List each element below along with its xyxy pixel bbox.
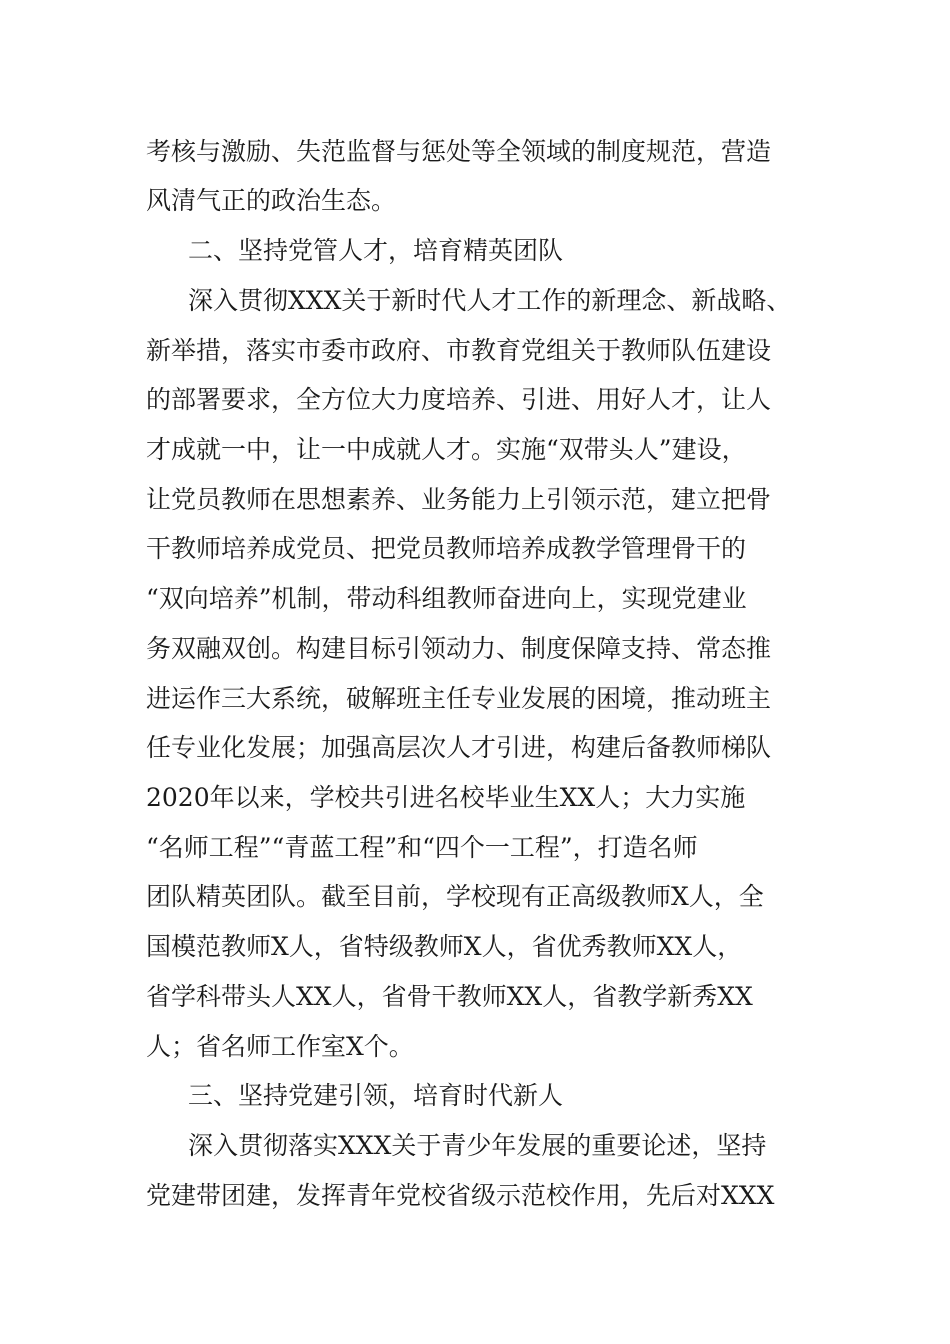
text-line: 让党员教师在思想素养、业务能力上引领示范，建立把骨 (146, 485, 772, 514)
text-line: 党建带团建，发挥青年党校省级示范校作用，先后对XXX (146, 1181, 775, 1210)
text-line: 风清气正的政治生态。 (146, 186, 397, 215)
text-line: 进运作三大系统，破解班主任专业发展的困境，推动班主 (146, 684, 772, 713)
text-line: 才成就一中，让一中成就人才。实施“双带头人”建设， (146, 435, 747, 464)
text-line: 干教师培养成党员、把党员教师培养成教学管理骨干的 (146, 534, 747, 563)
text-line: 的部署要求，全方位大力度培养、引进、用好人才，让人 (146, 385, 772, 414)
text-line: “双向培养”机制，带动科组教师奋进向上，实现党建业 (146, 584, 747, 613)
text-line: 2020年以来，学校共引进名校毕业生XX人；大力实施 (146, 783, 746, 812)
text-line: 深入贯彻落实XXX关于青少年发展的重要论述，坚持 (188, 1131, 767, 1160)
section-heading-3: 三、坚持党建引领，培育时代新人 (188, 1081, 564, 1110)
text-line: 人；省名师工作室X个。 (146, 1032, 414, 1061)
text-line: 深入贯彻XXX关于新时代人才工作的新理念、新战略、 (188, 286, 792, 315)
section-heading-2: 二、坚持党管人才，培育精英团队 (188, 236, 564, 265)
text-line: 考核与激励、失范监督与惩处等全领域的制度规范，营造 (146, 137, 772, 166)
text-line: “名师工程”“青蓝工程”和“四个一工程”，打造名师 (146, 833, 698, 862)
text-line: 国模范教师X人，省特级教师X人，省优秀教师XX人， (146, 932, 743, 961)
text-line: 省学科带头人XX人，省骨干教师XX人，省教学新秀XX (146, 982, 753, 1011)
text-line: 任专业化发展；加强高层次人才引进，构建后备教师梯队 (146, 733, 772, 762)
text-line: 务双融双创。构建目标引领动力、制度保障支持、常态推 (146, 634, 772, 663)
text-line: 新举措，落实市委市政府、市教育党组关于教师队伍建设 (146, 336, 772, 365)
text-line: 团队精英团队。截至目前，学校现有正高级教师X人，全 (146, 882, 764, 911)
